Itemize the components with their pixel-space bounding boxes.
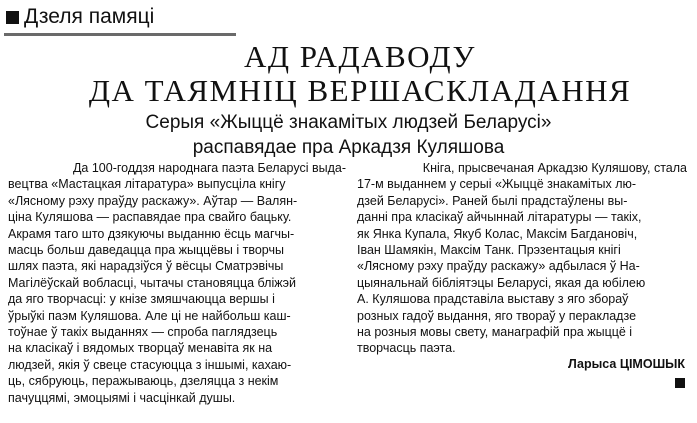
text-line: ўрыўкі паэм Куляшова. Але ці не найбольш каш-: [8, 308, 291, 323]
text-line: шлях паэта, які нарадзіўся ў вёсцы Сматрэвічы: [8, 259, 284, 274]
rubric-divider: [4, 33, 236, 36]
text-line: ціна Куляшова — распавядае пра свайго бацьку.: [8, 210, 292, 225]
text-line: 17-м выданнем у серыі «Жыццё знакамітых лю-: [357, 177, 637, 192]
text-line: ць, сябруюць, перажываюць, дзеляцца з некім: [8, 374, 279, 389]
rubric-label: [6, 5, 154, 29]
rubric-square-icon: [6, 11, 19, 24]
text-line: Да 100-годдзя народнага паэта Беларусі выда-: [72, 161, 346, 175]
text-line: масць больш даведацца пра жыццёвы і творчы: [8, 243, 284, 258]
text-line: розных гадоў выдання, яго твораў у перакладзе: [357, 308, 637, 323]
author-byline: Ларыса ЦІМОШЫК: [567, 357, 685, 371]
text-line: Кніга, прысвечаная Аркадзю Куляшову, стала: [422, 161, 687, 175]
text-line: на розныя мовы свету, манаграфій пра жыццё і: [357, 325, 633, 340]
rubric-text: Дзеля памяці: [24, 5, 155, 28]
text-line: Іван Шамякін, Максім Танк. Прэзентацыя кнігі: [357, 243, 621, 258]
subheadline-line-2: распавядае пра Аркадзя Куляшова: [192, 137, 505, 158]
text-line: тоўнае ў такіх выданнях — спроба паглядзець: [8, 325, 278, 340]
text-line: творчасць паэта.: [357, 341, 456, 356]
text-line: вецтва «Мастацкая літаратура» выпусціла кнігу: [8, 177, 286, 192]
text-line: пачуццямі, эмоцыямі і часцінкай душы.: [8, 390, 236, 405]
headline-line-1: АД РАДАВОДУ: [244, 39, 476, 74]
text-line: дзей Беларусі». Раней былі прадстаўлены вы-: [357, 193, 628, 208]
text-line: данні пра класікаў айчыннай літаратуры — такіх,: [357, 210, 642, 225]
end-mark-icon: [675, 378, 685, 388]
subheadline: [0, 110, 697, 160]
text-line: «Лясному рэху праўду раскажу» адбылася ў На-: [357, 259, 640, 274]
text-line: на класікаў і вядомых творцаў менавіта як на: [8, 341, 273, 356]
text-line: людзей, якія ў свеце стасуюцца з іншымі, кахаю-: [8, 357, 292, 372]
text-line: да яго творчасці: у кнізе змяшчаюцца вершы і: [8, 292, 275, 307]
text-line: А. Куляшова прадставіла выставу з яго зборaў: [357, 292, 629, 307]
text-line: як Янка Купала, Якуб Колас, Максім Багдановіч,: [357, 226, 638, 241]
text-line: Акрамя таго што дзякуючы выданню ёсць магчы-: [8, 226, 295, 241]
headline-line-2: ДА ТАЯМНІЦ ВЕРШАСКЛАДАННЯ: [88, 73, 632, 108]
subheadline-line-1: Серыя «Жыццё знакамітых людзей Беларусі»: [145, 112, 552, 133]
headline: [40, 40, 680, 108]
right-text-column: [357, 160, 687, 357]
left-text-column: [8, 160, 346, 406]
text-line: «Лясному рэху праўду раскажу». Аўтар — Валян-: [8, 193, 298, 208]
text-line: цыянальнай бібліятэцы Беларусі, якая да юбілею: [357, 275, 646, 290]
text-line: Магілёўскай вобласці, чытачы становяцца бліжэй: [8, 275, 296, 290]
